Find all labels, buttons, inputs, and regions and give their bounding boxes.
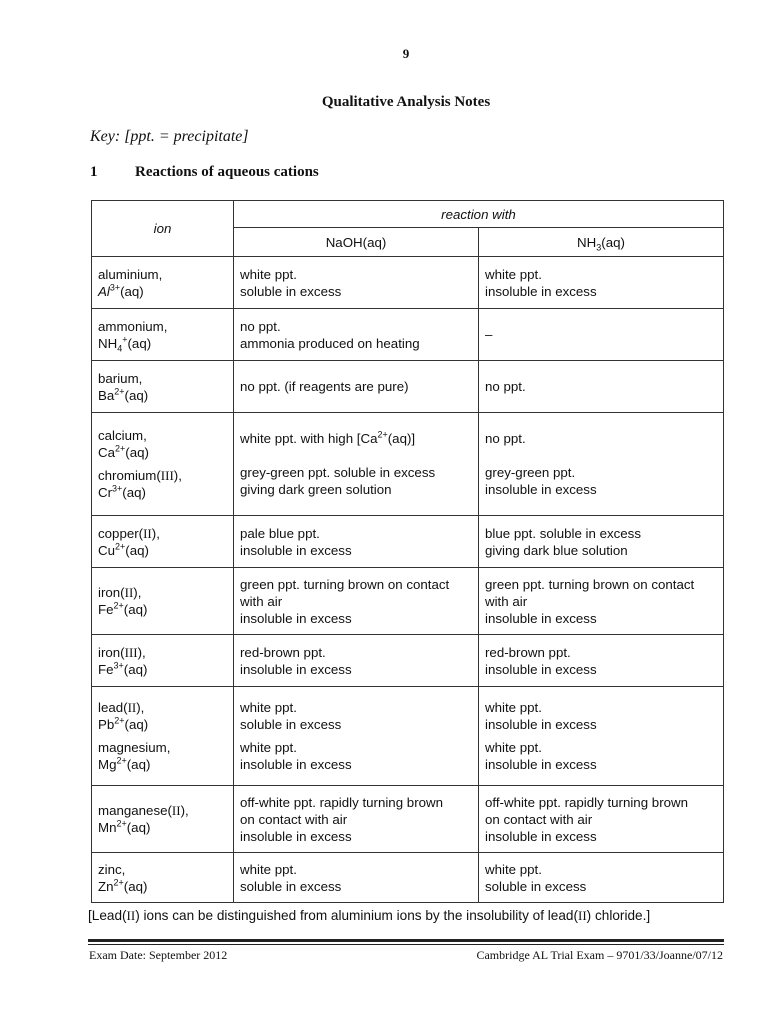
roman-numeral: II: [143, 525, 152, 541]
ion-name: barium,: [98, 370, 143, 386]
formula-tail: (aq): [125, 445, 149, 460]
nh3-cell: [479, 413, 724, 516]
formula-tail: (aq): [124, 717, 149, 732]
formula-tail: (aq): [124, 387, 149, 403]
reaction-line: on contact with air: [240, 811, 348, 827]
formula-base: Cu: [98, 542, 115, 558]
ion-name: [98, 699, 227, 716]
reaction-suffix: (aq)]: [387, 431, 416, 446]
reaction-line: white ppt.: [485, 861, 542, 877]
ion-name: magnesium,: [98, 740, 171, 755]
reaction-line: insoluble in excess: [485, 482, 597, 497]
formula-charge: 2+: [113, 877, 124, 888]
ion-formula: [98, 387, 227, 404]
reaction-line: white ppt.: [240, 740, 297, 755]
ion-cell: [92, 853, 234, 903]
note-prefix: [Lead(: [88, 908, 127, 923]
ion-name: [98, 644, 227, 661]
formula-tail: (aq): [123, 602, 148, 617]
ion-formula: [98, 716, 227, 733]
reaction-charge: 2+: [377, 429, 388, 440]
ion-formula: [98, 661, 227, 678]
naoh-cell: [234, 257, 479, 309]
formula-base: Ba: [98, 387, 115, 403]
name-suffix: ),: [151, 525, 160, 541]
note-middle: ) ions can be distinguished from aluminium ions by the insolubility of lead(: [135, 908, 578, 923]
ion-formula: [98, 819, 227, 836]
ion-name: zinc,: [98, 861, 126, 877]
reaction-line: blue ppt. soluble in excess: [485, 525, 641, 541]
section-number: 1: [90, 164, 98, 180]
nh3-cell: [479, 257, 724, 309]
name-prefix: lead(: [98, 700, 128, 715]
formula-tail: (aq): [123, 878, 148, 894]
page-number: 9: [402, 46, 410, 61]
key-legend: Key: [ppt. = precipitate]: [90, 128, 249, 145]
reaction-line: white ppt.: [240, 861, 297, 877]
naoh-cell: [234, 516, 479, 568]
ion-cell: [92, 635, 234, 687]
nh3-subscript: 3: [596, 242, 602, 253]
ion-cell: [92, 786, 234, 853]
reaction-line: with air: [485, 593, 528, 609]
reaction-line: insoluble in excess: [485, 283, 597, 299]
formula-base: Mg: [98, 757, 117, 772]
ion-formula: [98, 444, 227, 461]
name-suffix: ),: [136, 700, 145, 715]
ion-cell: [92, 413, 234, 516]
name-suffix: ),: [133, 585, 142, 600]
formula-charge: 3+: [112, 483, 123, 494]
formula-charge: 2+: [113, 600, 124, 611]
naoh-cell: [234, 853, 479, 903]
ion-name: [98, 584, 227, 601]
roman-numeral: II: [171, 803, 181, 818]
lead-note: [88, 908, 650, 924]
section-heading: [90, 164, 319, 181]
ion-name: calcium,: [98, 428, 147, 443]
ion-name: ammonium,: [98, 318, 168, 334]
formula-tail: (aq): [125, 542, 149, 558]
reaction-line: white ppt.: [240, 266, 297, 282]
formula-base: Zn: [98, 878, 114, 894]
formula-base: Al: [98, 283, 110, 299]
reaction-line: insoluble in excess: [240, 610, 352, 626]
page-title: Qualitative Analysis Notes: [321, 94, 491, 110]
reaction-line: giving dark green solution: [240, 482, 392, 497]
ion-cell: [92, 257, 234, 309]
ion-formula: [98, 484, 227, 501]
formula-base: NH: [98, 335, 118, 351]
table-row: [92, 786, 724, 853]
ion-name: aluminium,: [98, 266, 163, 282]
reaction-line: no ppt. (if reagents are pure): [240, 379, 409, 394]
footer-exam-date: Exam Date: September 2012: [89, 948, 228, 962]
formula-charge: 2+: [114, 386, 125, 397]
naoh-cell: [234, 568, 479, 635]
formula-charge: 3+: [113, 660, 124, 671]
naoh-cell: [234, 687, 479, 786]
nh3-header: [479, 228, 724, 257]
reaction-line: insoluble in excess: [485, 828, 597, 844]
formula-base: Pb: [98, 717, 115, 732]
formula-base: Fe: [98, 602, 114, 617]
formula-tail: (aq): [120, 283, 144, 299]
ion-name: [98, 467, 227, 484]
naoh-header: NaOH(aq): [234, 228, 479, 257]
table-row: [92, 853, 724, 903]
formula-base: Cr: [98, 485, 113, 500]
reaction-line: soluble in excess: [240, 878, 342, 894]
section-title: Reactions of aqueous cations: [135, 164, 319, 180]
nh3-cell: [479, 687, 724, 786]
reaction-line: white ppt.: [240, 700, 297, 715]
reaction-line: with air: [240, 593, 283, 609]
reaction-line: grey-green ppt.: [485, 465, 576, 480]
ion-cell: [92, 361, 234, 413]
nh3-tail: (aq): [601, 234, 625, 250]
table-row: [92, 309, 724, 361]
roman-numeral: III: [160, 468, 174, 483]
naoh-cell: [234, 786, 479, 853]
footer-rule-thin: [88, 944, 724, 945]
reaction-line: [240, 430, 472, 447]
reaction-line: –: [485, 327, 493, 342]
nh3-cell: [479, 309, 724, 361]
reaction-line: no ppt.: [240, 318, 281, 334]
reaction-line: insoluble in excess: [485, 661, 597, 677]
reaction-line: red-brown ppt.: [485, 644, 571, 660]
ion-cell: [92, 309, 234, 361]
reaction-line: ammonia produced on heating: [240, 335, 420, 351]
formula-tail: (aq): [122, 485, 146, 500]
nh3-cell: [479, 635, 724, 687]
ion-name: [98, 802, 227, 819]
roman-numeral: II: [578, 908, 587, 923]
ion-cell: [92, 687, 234, 786]
formula-tail: (aq): [127, 335, 152, 351]
table-row: [92, 413, 724, 516]
ion-formula: [98, 756, 227, 773]
roman-numeral: II: [127, 700, 137, 715]
reaction-line: red-brown ppt.: [240, 644, 326, 660]
ion-formula: [98, 283, 227, 300]
naoh-cell: [234, 361, 479, 413]
ion-formula: [98, 335, 227, 352]
reaction-line: soluble in excess: [240, 717, 342, 732]
reaction-line: on contact with air: [485, 811, 593, 827]
table-row: [92, 687, 724, 786]
ion-name: [98, 525, 227, 542]
footer-exam-reference: Cambridge AL Trial Exam – 9701/33/Joanne/07/12: [476, 948, 723, 962]
reaction-line: no ppt.: [485, 431, 526, 446]
formula-tail: (aq): [123, 661, 148, 677]
header-row: [92, 201, 724, 228]
reaction-line: green ppt. turning brown on contact: [485, 576, 695, 592]
reaction-line: insoluble in excess: [240, 757, 352, 772]
naoh-cell: [234, 309, 479, 361]
reaction-with-header: reaction with: [234, 201, 724, 228]
reaction-line: soluble in excess: [240, 283, 342, 299]
name-suffix: ),: [180, 803, 189, 818]
name-suffix: ),: [137, 644, 146, 660]
nh3-cell: [479, 568, 724, 635]
ion-formula: [98, 601, 227, 618]
reaction-line: white ppt.: [485, 266, 542, 282]
formula-charge: 3+: [109, 282, 121, 293]
ion-formula: [98, 542, 227, 559]
reaction-line: white ppt.: [485, 740, 542, 755]
reaction-line: insoluble in excess: [240, 661, 352, 677]
roman-numeral: III: [124, 644, 138, 660]
nh3-base: NH: [577, 234, 597, 250]
cation-reactions-table: [91, 200, 724, 903]
name-prefix: chromium(: [98, 468, 161, 483]
formula-tail: (aq): [126, 820, 151, 835]
reaction-line: no ppt.: [485, 379, 526, 394]
formula-charge: 2+: [114, 715, 125, 726]
nh3-cell: [479, 516, 724, 568]
formula-base: Fe: [98, 661, 114, 677]
ion-formula: [98, 878, 227, 895]
reaction-line: soluble in excess: [485, 878, 587, 894]
table-row: [92, 568, 724, 635]
reaction-line: giving dark blue solution: [485, 542, 628, 558]
reaction-line: insoluble in excess: [485, 717, 597, 732]
reaction-prefix: white ppt. with high [Ca: [240, 431, 378, 446]
name-suffix: ),: [173, 468, 182, 483]
reaction-line: white ppt.: [485, 700, 542, 715]
naoh-cell: [234, 413, 479, 516]
note-suffix: ) chloride.]: [586, 908, 651, 923]
roman-numeral: II: [124, 585, 134, 600]
formula-charge: 2+: [115, 443, 126, 454]
nh3-cell: [479, 786, 724, 853]
formula-charge: 2+: [116, 818, 127, 829]
formula-charge: +: [122, 334, 128, 345]
name-prefix: iron(: [98, 585, 125, 600]
table-row: [92, 361, 724, 413]
ion-header: ion: [92, 201, 234, 257]
reaction-line: insoluble in excess: [485, 610, 597, 626]
formula-tail: (aq): [126, 757, 151, 772]
table-row: [92, 516, 724, 568]
ion-cell: [92, 568, 234, 635]
name-prefix: manganese(: [98, 803, 172, 818]
roman-numeral: II: [126, 908, 136, 923]
reaction-line: grey-green ppt. soluble in excess: [240, 465, 436, 480]
nh3-cell: [479, 361, 724, 413]
reaction-line: pale blue ppt.: [240, 525, 320, 541]
name-prefix: copper(: [98, 525, 144, 541]
formula-subscript: 4: [117, 343, 123, 354]
formula-charge: 2+: [116, 755, 127, 766]
naoh-cell: [234, 635, 479, 687]
nh3-cell: [479, 853, 724, 903]
reaction-line: insoluble in excess: [240, 828, 352, 844]
formula-base: Ca: [98, 445, 115, 460]
table-row: [92, 257, 724, 309]
reaction-line: off-white ppt. rapidly turning brown: [240, 794, 444, 810]
name-prefix: iron(: [98, 644, 125, 660]
reaction-line: insoluble in excess: [240, 542, 352, 558]
footer-rule: [88, 939, 724, 942]
table-row: [92, 635, 724, 687]
reaction-line: insoluble in excess: [485, 757, 597, 772]
ion-cell: [92, 516, 234, 568]
formula-charge: 2+: [115, 541, 126, 552]
reaction-line: off-white ppt. rapidly turning brown: [485, 794, 689, 810]
reaction-line: green ppt. turning brown on contact: [240, 576, 450, 592]
formula-base: Mn: [98, 820, 117, 835]
